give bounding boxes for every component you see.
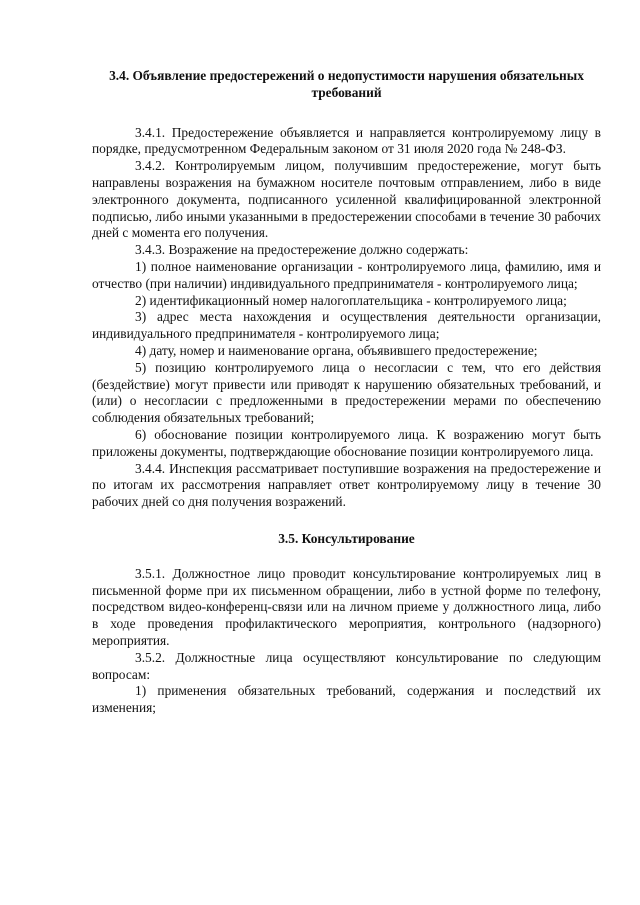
paragraph-3-5-1: 3.5.1. Должностное лицо проводит консультирование контролируемых лиц в письменной форме при их письменном обращении, либо в устной форме по телефону, посредством видео-конференц-связи или на личном приеме у должностного лица, либо в ходе проведения профилактического мероприятия, контрольного (надзорного) мероприятия. — [92, 565, 601, 648]
list-item-3-4-3-5: 5) позицию контролируемого лица о несогласии с тем, что его действия (бездействие) могут привести или приводят к нарушению обязательных требований, и (или) о несогласии с предложенными в предостережении мерами по обеспечению соблюдения обязательных требований; — [92, 359, 601, 426]
list-item-3-4-3-1: 1) полное наименование организации - контролируемого лица, фамилию, имя и отчество (при наличии) индивидуального предпринимателя - контролируемого лица; — [92, 258, 601, 291]
paragraph-3-5-2: 3.5.2. Должностные лица осуществляют консультирование по следующим вопросам: — [92, 649, 601, 682]
paragraph-3-4-4: 3.4.4. Инспекция рассматривает поступившие возражения на предостережение и по итогам их рассмотрения направляет ответ контролируемому лицу в течение 30 рабочих дней со дня получения возражений. — [92, 460, 601, 510]
paragraph-3-4-2: 3.4.2. Контролируемым лицом, получившим предостережение, могут быть направлены возражения на бумажном носителе почтовым отправлением, либо в виде электронного документа, подписанного усиленной квалифицированной электронной подписью, либо иными указанными в предостережении способами в течение 30 рабочих дней с момента его получения. — [92, 158, 601, 241]
section-3-5-title: 3.5. Консультирование — [278, 530, 415, 546]
list-item-3-4-3-6: 6) обоснование позиции контролируемого лица. К возражению могут быть приложены документы, подтверждающие обоснование позиции контролируемого лица. — [92, 426, 601, 459]
paragraph-3-4-3: 3.4.3. Возражение на предостережение должно содержать: — [135, 242, 469, 258]
list-item-3-4-3-4: 4) дату, номер и наименование органа, объявившего предостережение; — [135, 342, 538, 358]
list-item-3-4-3-3: 3) адрес места нахождения и осуществления деятельности организации, индивидуального предпринимателя - контролируемого лица; — [92, 309, 601, 342]
list-item-3-5-2-1: 1) применения обязательных требований, содержания и последствий их изменения; — [92, 683, 601, 716]
document-page — [92, 68, 601, 717]
paragraph-3-4-1: 3.4.1. Предостережение объявляется и направляется контролируемому лицу в порядке, предусмотренном Федеральным законом от 31 июля 2020 года № 248-ФЗ. — [92, 124, 601, 157]
section-3-4-title: 3.4. Объявление предостережений о недопустимости нарушения обязательных требований — [109, 68, 584, 100]
list-item-3-4-3-2: 2) идентификационный номер налогоплательщика - контролируемого лица; — [135, 292, 567, 308]
